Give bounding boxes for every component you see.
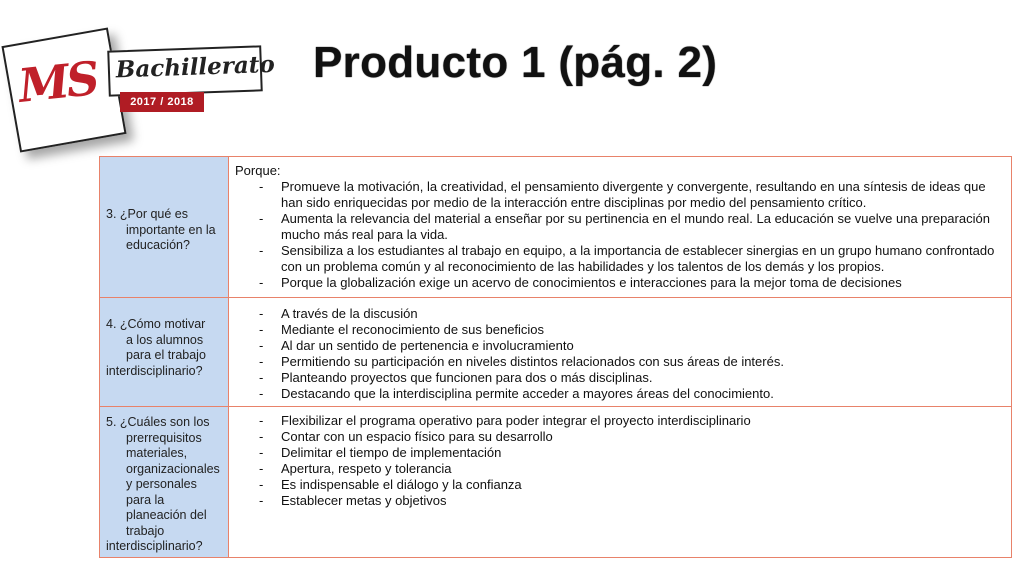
question-line: a los alumnos [126, 332, 204, 347]
question-line: planeación del [126, 508, 207, 522]
answer-list [235, 179, 1003, 291]
list-item: - Establecer metas y objetivos [235, 493, 1003, 509]
question-text [100, 157, 228, 254]
question-line: organizacionales [126, 461, 220, 476]
question-line: educación? [126, 238, 190, 252]
table-row [100, 157, 1012, 298]
logo-word-text: Bachillerato [115, 50, 276, 84]
question-cell [100, 298, 229, 407]
table-row [100, 407, 1012, 558]
question-line: 3. ¿Por qué es [106, 207, 188, 221]
question-line: para la [126, 492, 165, 507]
list-item: - Destacando que la interdisciplina permite acceder a mayores áreas del conocimiento. [235, 386, 1003, 402]
list-item: - A través de la discusión [235, 306, 1003, 322]
question-line: materiales, [126, 446, 188, 460]
list-item: - Promueve la motivación, la creatividad, el pensamiento divergente y convergente, resultando en una síntesis de ideas que han sido enriquecidas por medio de la interacción entre disciplinas por medio del pensamiento crítico. [235, 179, 1003, 211]
list-item: - Planteando proyectos que funcionen para dos o más disciplinas. [235, 370, 1003, 386]
list-item: - Aumenta la relevancia del material a enseñar por su pertinencia en el mundo real. La educación se vuelve una preparación mucho más real para la vida. [235, 211, 1003, 243]
answer-cell [229, 298, 1012, 407]
question-line: para el trabajo [126, 348, 206, 362]
answer-list [235, 413, 1003, 509]
list-item: - Porque la globalización exige un acervo de conocimientos e interacciones para la mejor toma de decisiones [235, 275, 1003, 291]
question-line: y personales [126, 477, 197, 491]
question-text [100, 298, 228, 379]
list-item: - Apertura, respeto y tolerancia [235, 461, 1003, 477]
list-item: - Permitiendo su participación en niveles distintos relacionados con sus áreas de interés. [235, 354, 1003, 370]
list-item: - Es indispensable el diálogo y la confianza [235, 477, 1003, 493]
list-item: - Contar con un espacio físico para su desarrollo [235, 429, 1003, 445]
questions-table [99, 156, 1012, 558]
list-item: - Mediante el reconocimiento de sus beneficios [235, 322, 1003, 338]
answer-cell [229, 157, 1012, 298]
question-cell [100, 407, 229, 558]
logo-wordmark [107, 45, 276, 96]
table-row [100, 298, 1012, 407]
logo-year-text: 2017 / 2018 [130, 96, 194, 108]
answer-list [235, 306, 1003, 402]
list-item: - Al dar un sentido de pertenencia e involucramiento [235, 338, 1003, 354]
question-line: interdisciplinario? [106, 539, 203, 553]
question-line: prerrequisitos [126, 430, 202, 445]
question-line: 4. ¿Cómo motivar [106, 317, 206, 331]
logo-year-badge [120, 92, 204, 112]
bachillerato-logo [10, 28, 276, 163]
answer-cell [229, 407, 1012, 558]
question-line: 5. ¿Cuáles son los [106, 415, 210, 429]
list-item: - Flexibilizar el programa operativo para poder integrar el proyecto interdisciplinario [235, 413, 1003, 429]
list-item: - Sensibiliza a los estudiantes al trabajo en equipo, a la importancia de establecer sinergias en un grupo humano confrontado con un problema común y al reconocimiento de las habilidades y los talentos de los demás y los propios. [235, 243, 1003, 275]
page-title: Producto 1 (pág. 2) [313, 38, 718, 87]
answer-lead: Porque: [235, 163, 281, 178]
question-cell [100, 157, 229, 298]
logo-mark-text: MS [15, 51, 100, 113]
question-line: trabajo [126, 523, 165, 538]
list-item: - Delimitar el tiempo de implementación [235, 445, 1003, 461]
question-line: interdisciplinario? [106, 363, 203, 378]
question-line: importante en la [126, 222, 216, 237]
question-text [100, 407, 228, 555]
